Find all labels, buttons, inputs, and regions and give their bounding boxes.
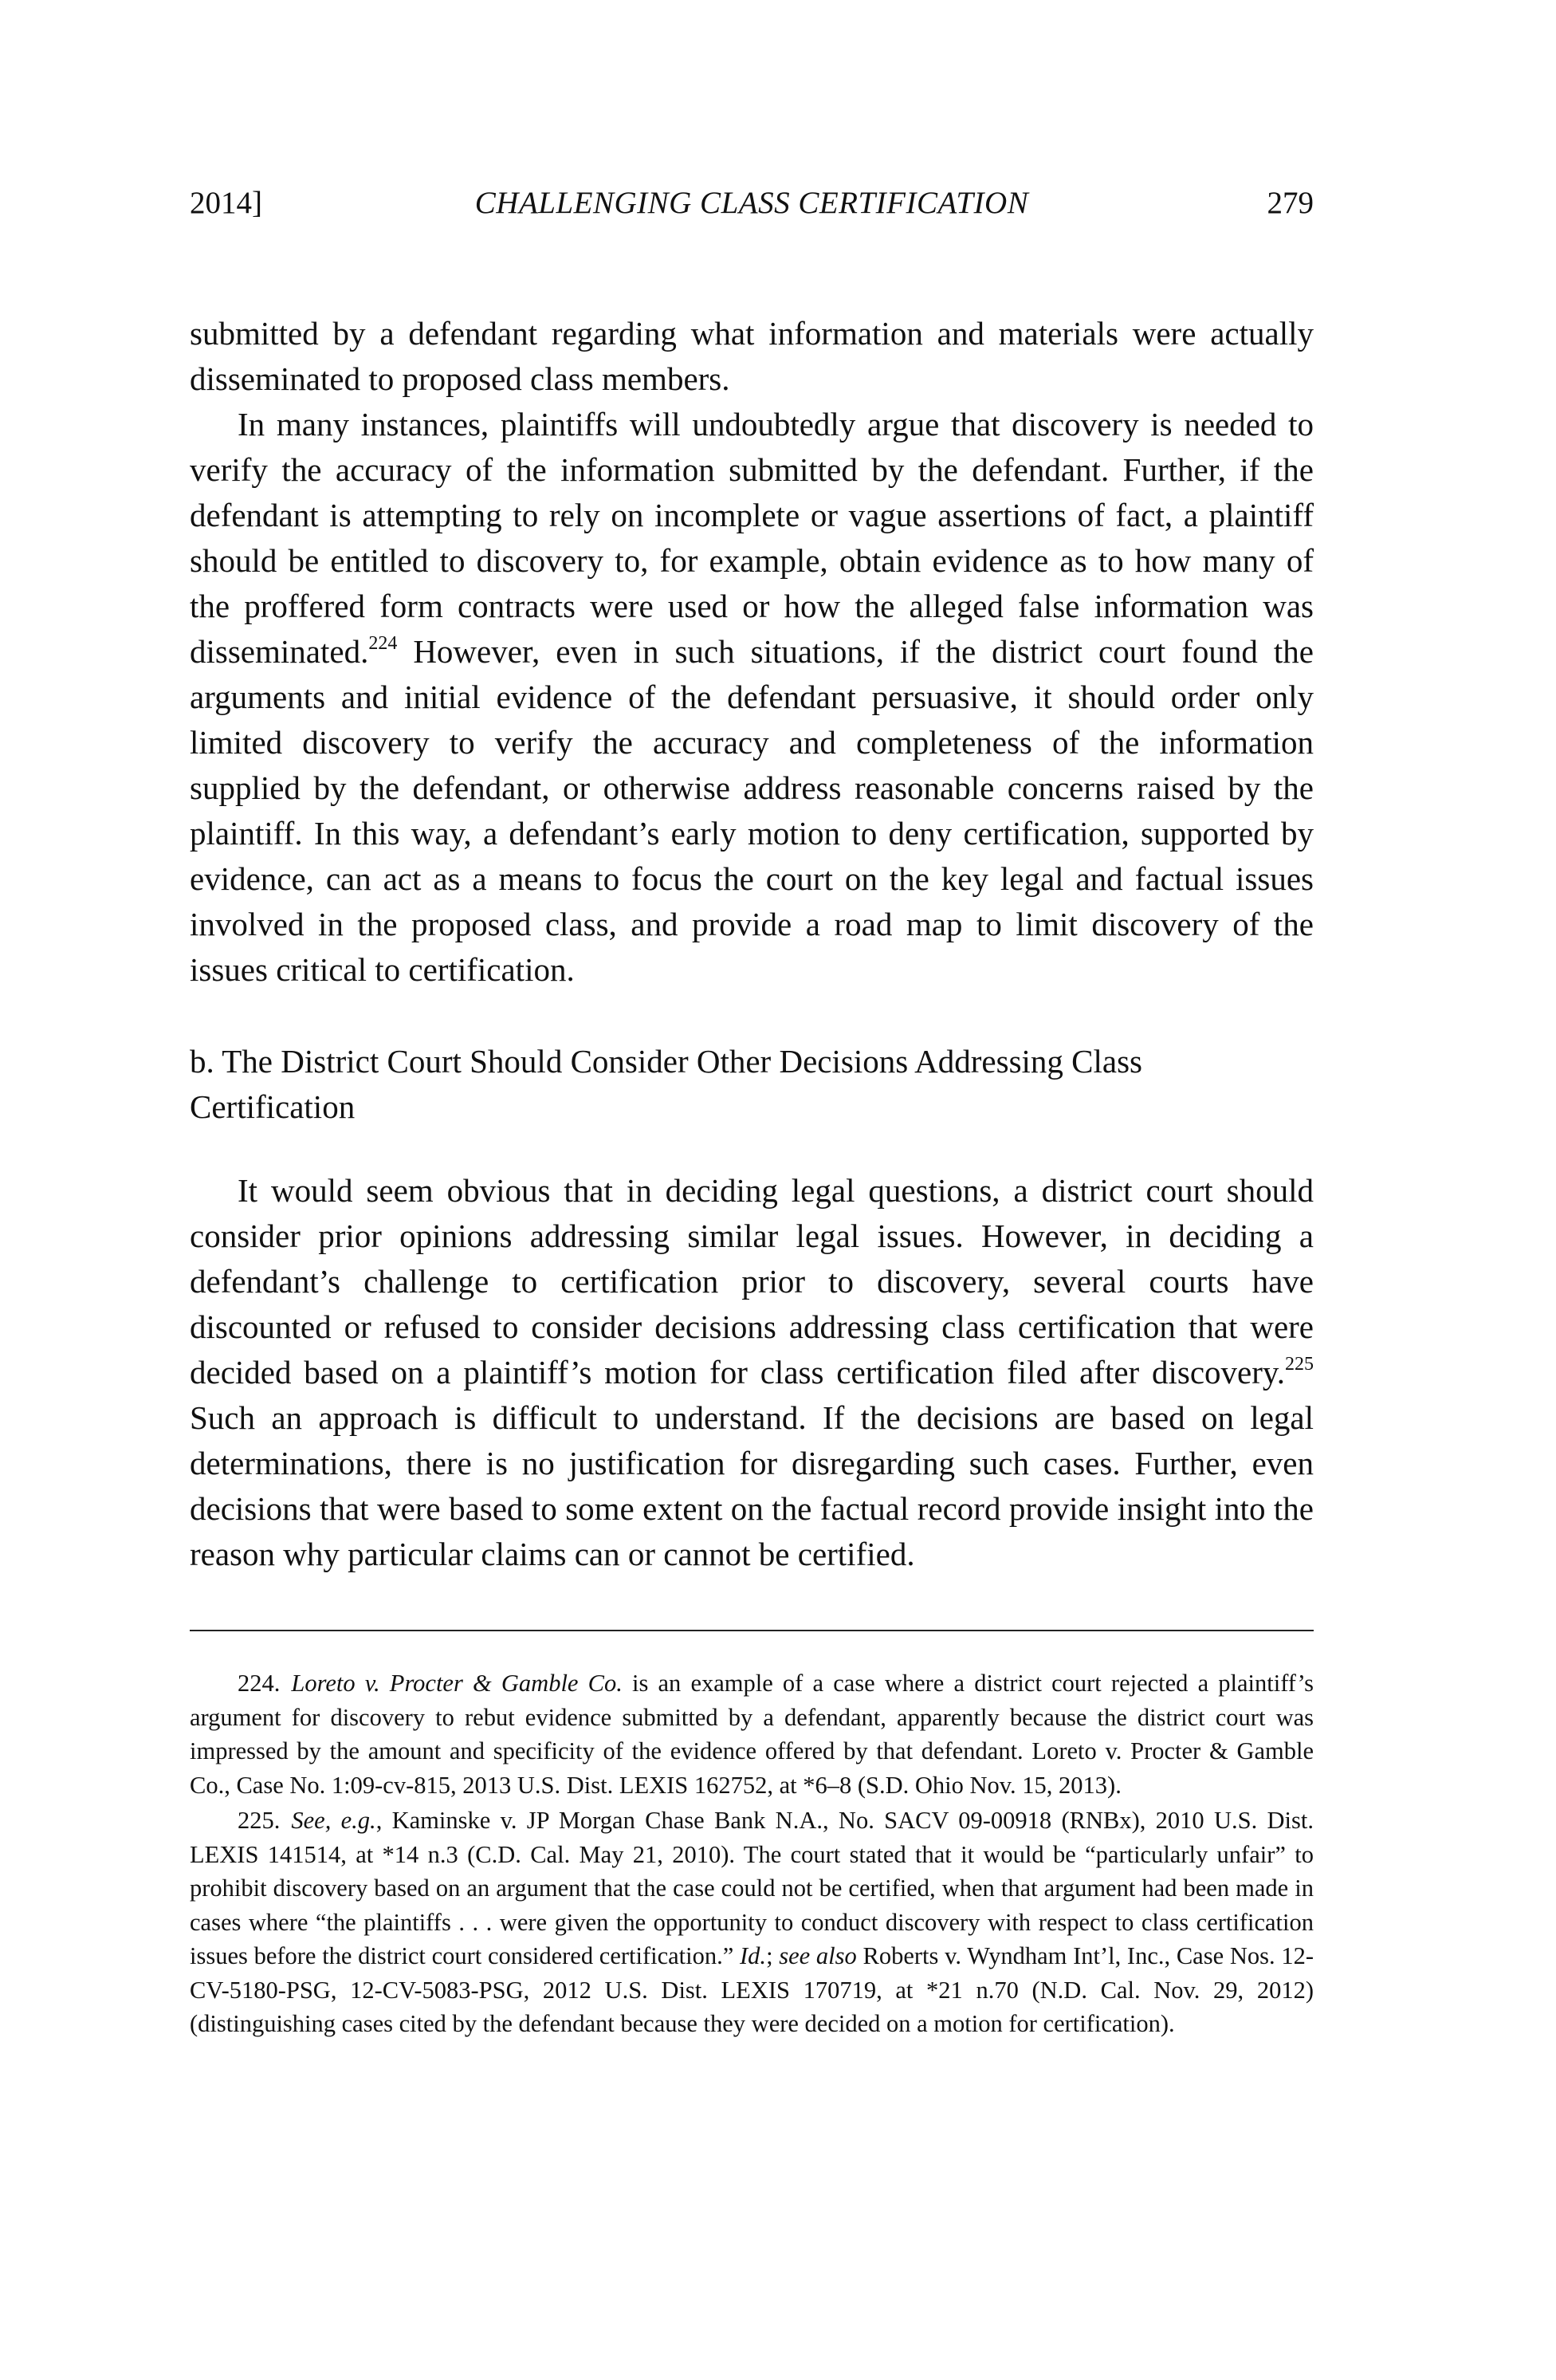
page-number: 279 bbox=[1267, 186, 1314, 220]
paragraph-other-decisions bbox=[190, 1168, 1314, 1577]
footnote-text: ; bbox=[766, 1942, 780, 1969]
footnote-number: 225. bbox=[238, 1807, 281, 1834]
paragraph-continuation: submitted by a defendant regarding what information and materials were actually disseminated to proposed class members. bbox=[190, 315, 1314, 397]
footnote-225 bbox=[190, 1804, 1314, 2041]
footnote-text: , Kaminske v. JP Morgan Chase Bank N.A., No. SACV 09-00918 (RNBx), 2010 U.S. Dist. LEXIS 141514, at *14 n.3 (C.D. Cal. May 21, 2010). The court stated that it would be “particularly unfair” to prohibit discovery based on an argument that the case could not be certified, when that argument had been made in cases where “the plaintiffs . . . were given the opportunity to conduct discovery with respect to class certification issues before the district court considered certification.” bbox=[190, 1807, 1314, 1969]
footnote-divider bbox=[190, 1630, 1314, 1631]
footnote-text: is an example of a case where a district court rejected a plaintiff’s argument for discovery to rebut evidence submitted by a defendant, apparently because the district court was impressed by the amount and specificity of the evidence offered by that defendant. Loreto v. Procter & Gamble Co., Case No. 1:09-cv-815, 2013 U.S. Dist. LEXIS 162752, at *6–8 (S.D. Ohio Nov. 15, 2013). bbox=[190, 1670, 1314, 1799]
footnotes bbox=[190, 1666, 1314, 2041]
main-text bbox=[190, 311, 1314, 1577]
footnote-ref-224: 224 bbox=[368, 633, 398, 655]
paragraph-text-rest: Such an approach is difficult to understand. If the decisions are based on legal determinations, there is no justification for disregarding such cases. Further, even decisions that were based to some extent on the factual record provide insight into the reason why particular claims can or cannot be certified. bbox=[190, 1399, 1314, 1572]
citation-signal: See, e.g. bbox=[291, 1807, 376, 1834]
running-header bbox=[190, 185, 1314, 233]
paragraph-text: It would seem obvious that in deciding legal questions, a district court should consider prior opinions addressing similar legal issues. However, in deciding a defendant’s challenge to certification prior to discovery, several courts have discounted or refused to consider decisions addressing class certification that were decided based on a plaintiff’s motion for class certification filed after discovery. bbox=[190, 1172, 1314, 1391]
see-also-signal: see also bbox=[779, 1942, 857, 1969]
section-subheading: b. The District Court Should Consider Other Decisions Addressing Class Certification bbox=[190, 1043, 1143, 1125]
footnote-224 bbox=[190, 1666, 1314, 1802]
footnote-ref-225: 225 bbox=[1285, 1354, 1314, 1375]
id-signal: Id. bbox=[740, 1942, 767, 1969]
paragraph-text: In many instances, plaintiffs will undoubtedly argue that discovery is needed to verify the accuracy of the information submitted by the defendant. Further, if the defendant is attempting to rely on incomplete or vague assertions of fact, a plaintiff should be entitled to discovery to, for example, obtain evidence as to how many of the proffered form contracts were used or how the alleged false information was disseminated. bbox=[190, 406, 1314, 670]
footnote-text: Roberts v. Wyndham Int’l, Inc., Case Nos. 12-CV-5180-PSG, 12-CV-5083-PSG, 2012 U.S. Dist. LEXIS 170719, at *21 n.70 (N.D. Cal. Nov. 29, 2012) (distinguishing cases cited by the defendant because they were decided on a motion for certification). bbox=[190, 1942, 1314, 2037]
footnote-number: 224. bbox=[238, 1670, 281, 1697]
header-year: 2014] bbox=[190, 186, 262, 220]
paragraph-discovery bbox=[190, 402, 1314, 993]
paragraph-text-rest: However, even in such situations, if the district court found the arguments and initial evidence of the defendant persuasive, it should order only limited discovery to verify the accuracy and completeness of the information supplied by the defendant, or otherwise address reasonable concerns raised by the plaintiff. In this way, a defendant’s early motion to deny certification, supported by evidence, can act as a means to focus the court on the key legal and factual issues involved in the proposed class, and provide a road map to limit discovery of the issues critical to certification. bbox=[190, 633, 1314, 988]
running-title: CHALLENGING CLASS CERTIFICATION bbox=[474, 186, 1029, 220]
case-name: Loreto v. Procter & Gamble Co. bbox=[291, 1670, 623, 1697]
